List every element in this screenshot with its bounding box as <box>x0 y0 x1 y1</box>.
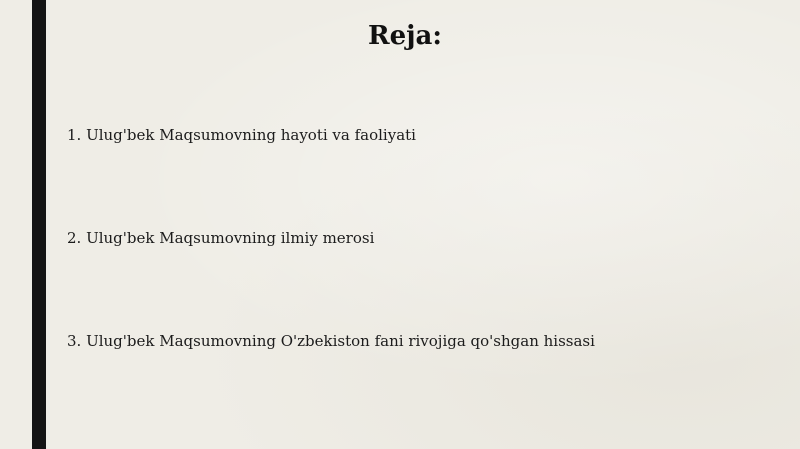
accent-bar <box>32 0 46 449</box>
plan-item: 1. Ulug'bek Maqsumovning hayoti va faoliyati <box>67 126 416 144</box>
slide-title: Reja: <box>367 21 442 51</box>
plan-item: 2. Ulug'bek Maqsumovning ilmiy merosi <box>67 229 375 247</box>
plan-item: 3. Ulug'bek Maqsumovning O'zbekiston fani rivojiga qo'shgan hissasi <box>67 332 595 350</box>
